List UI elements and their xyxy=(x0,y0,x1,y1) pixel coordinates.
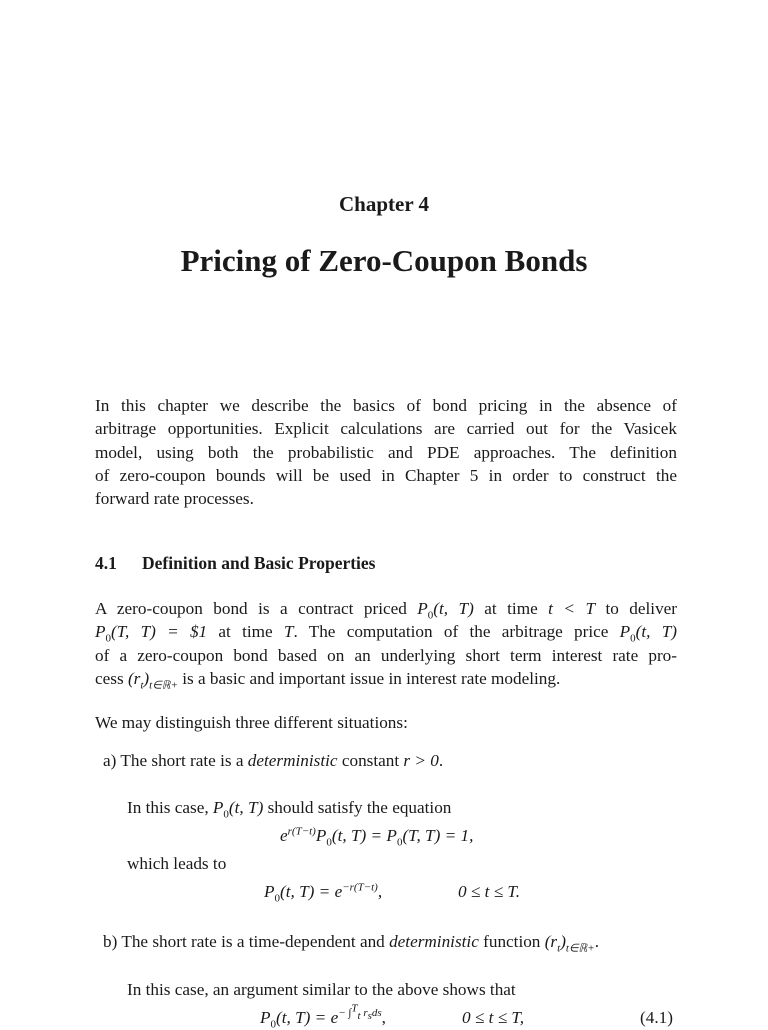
definition-line: of a zero-coupon bond based on an underlying short term interest rate pro- xyxy=(95,645,677,665)
intro-line: In this chapter we describe the basics of bond pricing in the absence of xyxy=(95,396,677,415)
equation-exponential-discount: $e^{r(T-t)}P_0(t$, $T) = P_0(T$, T) = 1, xyxy=(280,825,474,849)
equation-number: (4.1) xyxy=(640,1008,673,1027)
intro-line: model, using both the probabilistic and PDE approaches. The definition xyxy=(95,442,677,462)
distinguish-text: We may distinguish three different situations: xyxy=(95,713,408,732)
which-leads-text: which leads to xyxy=(127,854,227,873)
intro-line: of zero-coupon bounds will be used in Chapter 5 in order to construct the xyxy=(95,465,677,485)
case-b-explanation: In this case, an argument similar to the above shows that xyxy=(127,980,516,999)
case-b-marker: b) xyxy=(103,932,118,951)
equation-bond-price-constant: $P_0(t$, $T) = e^{-r(T-t)}$, xyxy=(264,881,383,905)
definition-line: A zero-coupon bond is a contract priced $P_0(t$, T) at time t < T to deliver xyxy=(95,599,678,622)
case-a-marker: a) xyxy=(103,751,117,770)
chapter-title: Pricing of Zero-Coupon Bonds xyxy=(180,243,588,278)
section-heading xyxy=(95,553,376,574)
equation-bond-price-integral: $P_0(t$, $T) = e^{- \int^T_t r_sds}$, xyxy=(260,1002,386,1030)
intro-line: forward rate processes. xyxy=(95,489,254,509)
section-title: Definition and Basic Properties xyxy=(142,553,376,573)
case-a-item: a) The short rate is a deterministic constant r > 0. xyxy=(103,751,444,770)
equation-domain: 0 ≤ t ≤ T. xyxy=(458,882,521,901)
equation-domain-b: 0 ≤ t ≤ T, xyxy=(462,1008,525,1027)
case-b-item: b) The short rate is a time-dependent and deterministic function $(r_t)_{t\in ℝ+}$. xyxy=(103,932,599,955)
definition-paragraph xyxy=(95,597,677,690)
definition-line: $P_0(T$, T) = $1 at time T. The computation of the arbitrage price $P_0(t$, T) xyxy=(95,622,678,645)
chapter-label: Chapter 4 xyxy=(338,192,430,216)
intro-line: arbitrage opportunities. Explicit calculations are carried out for the Vasicek xyxy=(95,419,677,439)
definition-line: cess $(r_t)_{t\in ℝ+}$ is a basic and important issue in interest rate modeling. xyxy=(95,668,561,692)
intro-paragraph xyxy=(95,394,677,510)
case-a-explanation: In this case, $P_0(t$, T) should satisfy the equation xyxy=(127,798,452,821)
section-number: 4.1 xyxy=(95,553,117,573)
